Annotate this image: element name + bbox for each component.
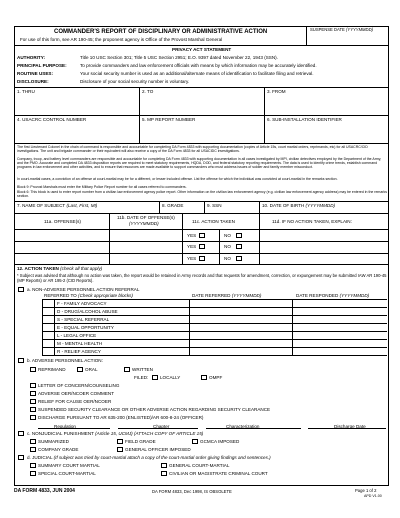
privacy-heading: PRIVACY ACT STATEMENT	[172, 47, 232, 52]
disclosure-label: DISCLOSURE:	[17, 79, 49, 84]
no-label-2: NO	[224, 244, 231, 249]
security-clearance-label: SUSPENDED SECURITY CLEARANCE OR OTHER ADVERSE ACTION REGARDING SECURITY CLEARANCE	[38, 407, 271, 412]
nonjudicial-label: c. NONJUDICIAL PUNISHMENT (Article 15, UCMJ) (ATTACH COPY OF ARTICLE 15)	[27, 431, 204, 436]
authority-text: Title 10 USC Section 301; Title 5 USC Section 2951; E.O. 9397 dated November 22, 1943 (SSN).	[80, 55, 278, 60]
referral-checkbox-relief[interactable]	[43, 348, 53, 354]
relief-for-cause-label: RELIEF FOR CAUSE OER/NCOER	[38, 399, 112, 404]
yes-label-3: YES	[187, 256, 197, 261]
field-grade-checkbox[interactable]	[117, 439, 123, 444]
from-input[interactable]	[266, 96, 387, 115]
yes-checkbox-1[interactable]	[199, 233, 205, 238]
referral-family-advocacy: F - FAMILY ADVOCACY	[57, 301, 107, 306]
relief-for-cause-checkbox[interactable]	[30, 399, 36, 404]
date-referred-label: DATE REFERRED (YYYYMMDD)	[192, 293, 262, 298]
suspense-date-input[interactable]	[308, 34, 388, 45]
instructions-p5: Block 6: This block is used to enter report number from a civilian law enforcement agency police report. Other information on the civilian law enforcement agency (e.g. civilian law enforcement agency address) may be entered in the remarks section.	[17, 190, 387, 198]
offense-date-fmt: (YYYYMMDD)	[129, 221, 159, 226]
oral-checkbox[interactable]	[77, 367, 83, 372]
no-checkbox-3[interactable]	[236, 256, 242, 261]
thru-input[interactable]	[16, 96, 137, 115]
company-grade-label: COMPANY GRADE	[38, 447, 79, 452]
judicial-label: d. JUDICIAL (If subject was tried by court-martial attach a copy of the court-martial order giving findings and sentences.)	[27, 455, 271, 460]
field-grade-label: FIELD GRADE	[125, 439, 156, 444]
dob-label: 10. DATE OF BIRTH (YYYYMMDD)	[262, 203, 336, 208]
instructions-p1: The first Lieutenant Colonel in the chain of command is responsible and accountable for completing DA Form 4833 with supporting documentation (copies of Article 15s, court martial orders, reprimands, etc) for all USACRC/CID investigations. The unit and brigade commander or their equivalent will also receive a copy of the DA Form 4833 for all USACIDC investigations.	[17, 145, 368, 153]
subject-name-label: 7. NAME OF SUBJECT (Last, First, MI)	[17, 203, 98, 208]
summarized-label: SUMMARIZED	[38, 439, 69, 444]
referral-checkbox-equal[interactable]	[43, 324, 53, 330]
discharge-date-label: Discharge Date	[334, 424, 366, 429]
authority-label: AUTHORITY:	[17, 55, 45, 60]
from-label: 3. FROM	[267, 89, 286, 94]
chapter-label: Chapter	[153, 424, 170, 429]
form-title: COMMANDER'S REPORT OF DISCIPLINARY OR ADMINISTRATIVE ACTION	[54, 29, 268, 35]
to-label: 2. TO	[142, 89, 154, 94]
referral-drug-alcohol: D - DRUG/ALCOHOL ABUSE	[57, 309, 118, 314]
letter-of-concern-checkbox[interactable]	[30, 383, 36, 388]
referral-special: S - SPECIAL REFERRAL	[57, 317, 110, 322]
non-adverse-label: a. NON-ADVERSE PERSONNEL ACTION REFERRAL	[27, 287, 140, 292]
yes-label-2: YES	[187, 244, 197, 249]
purpose-label: PRINCIPAL PURPOSE:	[17, 63, 67, 68]
yes-label-1: YES	[187, 233, 197, 238]
offenses-label: 11a. OFFENSE(s)	[44, 219, 81, 224]
referred-to-label: REFERRED TO (Check appropriate blocks)	[44, 293, 133, 298]
discharge-checkbox[interactable]	[30, 415, 36, 420]
referral-checkbox-family[interactable]	[43, 300, 53, 306]
summary-cm-checkbox[interactable]	[30, 463, 36, 468]
no-checkbox-2[interactable]	[236, 244, 242, 249]
no-action-explain-label: 11d. IF NO ACTION TAKEN, EXPLAIN:	[272, 219, 352, 224]
sub-installation-input[interactable]	[266, 124, 387, 143]
routine-uses-label: ROUTINE USES:	[17, 71, 53, 76]
security-clearance-checkbox[interactable]	[30, 407, 36, 412]
letter-of-concern-label: LETTER OF CONCERN/COUNSELING	[38, 383, 120, 388]
nonjudicial-checkbox[interactable]	[18, 431, 24, 436]
summary-cm-label: SUMMARY COURT MARTIAL	[38, 463, 100, 468]
general-cm-checkbox[interactable]	[161, 463, 167, 468]
date-responded-label: DATE RESPONDED (YYYYMMDD)	[296, 293, 370, 298]
no-label-3: NO	[224, 256, 231, 261]
usacrc-label: 4. USACRC CONTROL NUMBER	[17, 117, 87, 122]
mp-report-label: 5. MP REPORT NUMBER	[142, 117, 196, 122]
adverse-action-label: b. ADVERSE PERSONNEL ACTION:	[27, 358, 103, 363]
gcmca-label: GCMCA IMPOSED	[200, 439, 240, 444]
referral-checkbox-legal[interactable]	[43, 332, 53, 338]
judicial-checkbox[interactable]	[18, 455, 24, 460]
suspense-date-label: SUSPENSE DATE (YYYYMMDD)	[310, 27, 373, 32]
discharge-label: DISCHARGE PURSUANT TO AR 635-200 (ENLISTED)/AR 600-8-24 (OFFICER)	[38, 415, 204, 420]
instructions-p2: Company, troop, and battery level commanders are responsible and accountable for completing DA Form 4833 with supporting documentation in all cases investigated by MPI, civilian detectives employed by the Department of the Army, and the PMO. Accurate and completed DA 4833 disposition reports are required to meet statutory requirements, HQDA, DOD, and federal statutory reporting requirements. The data is used to identify crime trends, establish command programs in law enforcement and other activities, and to ensure that resources are made available to support commanders who must address issues of soldier and family member misconduct.	[17, 157, 382, 169]
adverse-oer-checkbox[interactable]	[30, 391, 36, 396]
civilian-court-checkbox[interactable]	[161, 471, 167, 476]
referral-checkbox-mental[interactable]	[43, 340, 53, 346]
regulation-label: Regulation	[54, 424, 76, 429]
page-number: Page 1 of 2	[355, 488, 377, 493]
oral-label: ORAL	[85, 367, 98, 372]
general-officer-label: GENERAL OFFICER IMPOSED	[125, 447, 191, 452]
reprimand-label: REPRIMAND	[38, 367, 66, 372]
action-taken-note: * Subject was advised that although no action was taken, the report would be retained in Army records and that requests for amendment, correction, or expungement may be submitted IAW AR 190-45 (MP Reports) or AR 195-2 (CID Reports).	[17, 273, 387, 283]
special-cm-label: SPECIAL COURT-MARTIAL	[38, 471, 96, 476]
summarized-checkbox[interactable]	[30, 439, 36, 444]
no-checkbox-1[interactable]	[236, 233, 242, 238]
general-officer-checkbox[interactable]	[117, 447, 123, 452]
form-edition: DA FORM 4833, Dec 1998, IS OBSOLETE	[152, 489, 232, 494]
mp-report-input[interactable]	[141, 124, 262, 143]
company-grade-checkbox[interactable]	[30, 447, 36, 452]
referral-equal-opportunity: E - EQUAL OPPORTUNITY	[57, 325, 114, 330]
referral-legal-office: L - LEGAL OFFICE	[57, 333, 97, 338]
yes-checkbox-2[interactable]	[199, 244, 205, 249]
written-label: WRITTEN	[132, 367, 153, 372]
referral-checkbox-drug[interactable]	[43, 308, 53, 314]
gcmca-checkbox[interactable]	[192, 439, 198, 444]
ompf-checkbox[interactable]	[201, 375, 207, 380]
adverse-action-checkbox[interactable]	[18, 358, 24, 363]
grade-label: 8. GRADE	[162, 203, 184, 208]
ssn-label: 9. SSN	[207, 203, 222, 208]
purpose-text: To provide commanders and law enforcement officials with means by which information may be accurately identified.	[80, 63, 317, 68]
characterization-label: Characterization	[226, 424, 260, 429]
sub-installation-label: 6. SUB-INSTALLATION IDENTIFIER	[267, 117, 342, 122]
special-cm-checkbox[interactable]	[30, 471, 36, 476]
instructions-p4: Block 9: Provost Marshals must enter the Military Police Report number for all cases referred to commanders.	[17, 185, 187, 189]
referral-mental-health: M - MENTAL HEALTH	[57, 341, 103, 346]
action-taken-heading: 12. ACTION TAKEN (check all that apply)	[17, 266, 103, 271]
routine-uses-text: Your social security number is used as an additional/alternate means of identification to facilitate filing and retrieval.	[80, 71, 314, 76]
adverse-oer-label: ADVERSE OER/NCOER COMMENT	[38, 391, 115, 396]
form-page	[14, 26, 389, 498]
yes-checkbox-3[interactable]	[199, 256, 205, 261]
ompf-label: OMPF	[209, 375, 223, 380]
referral-relief-agency: R - RELIEF AGENCY	[57, 349, 101, 354]
apd-version: APD V1.00	[364, 494, 382, 498]
general-cm-label: GENERAL COURT-MARTIAL	[169, 463, 230, 468]
locally-checkbox[interactable]	[152, 375, 158, 380]
instructions-p3: In court-martial cases, a conviction of an offense at court-martial may be for a different, or lesser included offense. List the offense for which the individual was convicted at court-martial in the remarks section.	[17, 177, 338, 181]
referral-checkbox-special[interactable]	[43, 316, 53, 322]
to-input[interactable]	[141, 96, 262, 115]
locally-label: LOCALLY	[160, 375, 181, 380]
non-adverse-checkbox[interactable]	[18, 287, 24, 292]
usacrc-input[interactable]	[16, 124, 137, 143]
form-number: DA FORM 4833, JUN 2004	[14, 488, 75, 494]
no-label-1: NO	[224, 233, 231, 238]
filed-label: FILED:	[134, 375, 149, 380]
offense-date-label: 11b. DATE OF OFFENSE(s)	[117, 215, 175, 220]
written-checkbox[interactable]	[124, 367, 130, 372]
action-taken-label: 11c. ACTION TAKEN	[192, 219, 235, 224]
civilian-court-label: CIVILIAN OR MAGISTRATE CRIMINAL COURT	[169, 471, 268, 476]
thru-label: 1. THRU	[17, 89, 35, 94]
reprimand-checkbox[interactable]	[30, 367, 36, 372]
disclosure-text: Disclosure of your social security number is voluntary.	[80, 79, 190, 84]
form-subtitle: For use of this form, see AR 190-45; the proponent agency is Office of the Provost Marshal General	[20, 37, 223, 42]
